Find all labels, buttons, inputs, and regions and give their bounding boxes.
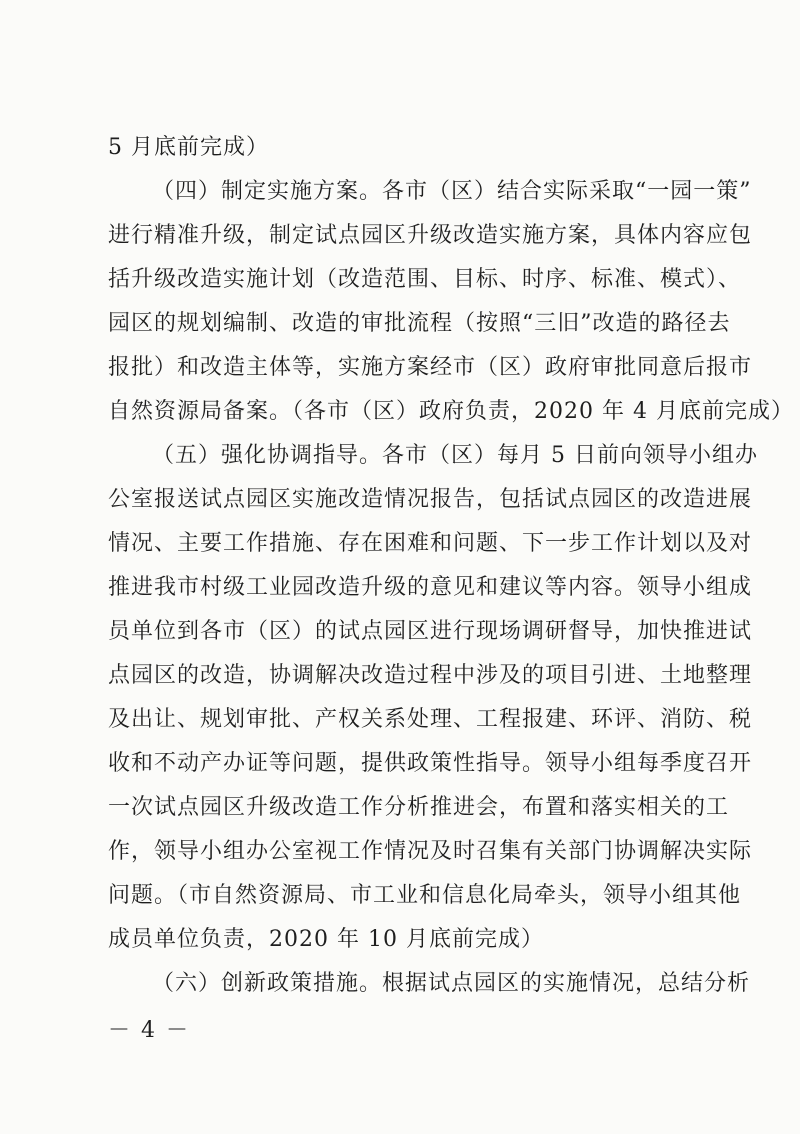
text-line-13: 点园区的改造，协调解决改造过程中涉及的项目引进、土地整理 — [108, 663, 753, 688]
text-line-6: 报批）和改造主体等，实施方案经市（区）政府审批同意后报市 — [108, 355, 753, 380]
text-line-14: 及出让、规划审批、产权关系处理、工程报建、环评、消防、税 — [108, 707, 753, 732]
text-line-15: 收和不动产办证等问题，提供政策性指导。领导小组每季度召开 — [108, 751, 753, 776]
page-number: － 4 － — [108, 1018, 190, 1043]
text-line-16: 一次试点园区升级改造工作分析推进会，布置和落实相关的工 — [108, 795, 730, 820]
text-line-3: 进行精准升级，制定试点园区升级改造实施方案，具体内容应包 — [108, 223, 753, 248]
text-line-19: 成员单位负责，2020 年 10 月底前完成） — [108, 927, 544, 952]
text-line-11: 推进我市村级工业园改造升级的意见和建议等内容。领导小组成 — [108, 575, 753, 600]
section-heading-6-line: （六）创新政策措施。根据试点园区的实施情况，总结分析 — [152, 971, 751, 996]
text-line-7: 自然资源局备案。（各市（区）政府负责，2020 年 4 月底前完成） — [108, 399, 794, 424]
text-line-9: 公室报送试点园区实施改造情况报告，包括试点园区的改造进展 — [108, 487, 753, 512]
text-line-4: 括升级改造实施计划（改造范围、目标、时序、标准、模式）、 — [108, 267, 742, 292]
text-line-12: 员单位到各市（区）的试点园区进行现场调研督导，加快推进试 — [108, 619, 753, 644]
text-line-17: 作，领导小组办公室视工作情况及时召集有关部门协调解决实际 — [108, 839, 753, 864]
text-line-18: 问题。（市自然资源局、市工业和信息化局牵头，领导小组其他 — [108, 883, 742, 908]
text-line-10: 情况、主要工作措施、存在困难和问题、下一步工作计划以及对 — [108, 531, 753, 556]
section-heading-4-line: （四）制定实施方案。各市（区）结合实际采取“一园一策” — [152, 179, 752, 204]
text-line-1: 5 月底前完成） — [108, 135, 269, 160]
text-line-5: 园区的规划编制、改造的审批流程（按照“三旧”改造的路径去 — [108, 311, 731, 336]
section-heading-5-line: （五）强化协调指导。各市（区）每月 5 日前向领导小组办 — [152, 443, 758, 468]
